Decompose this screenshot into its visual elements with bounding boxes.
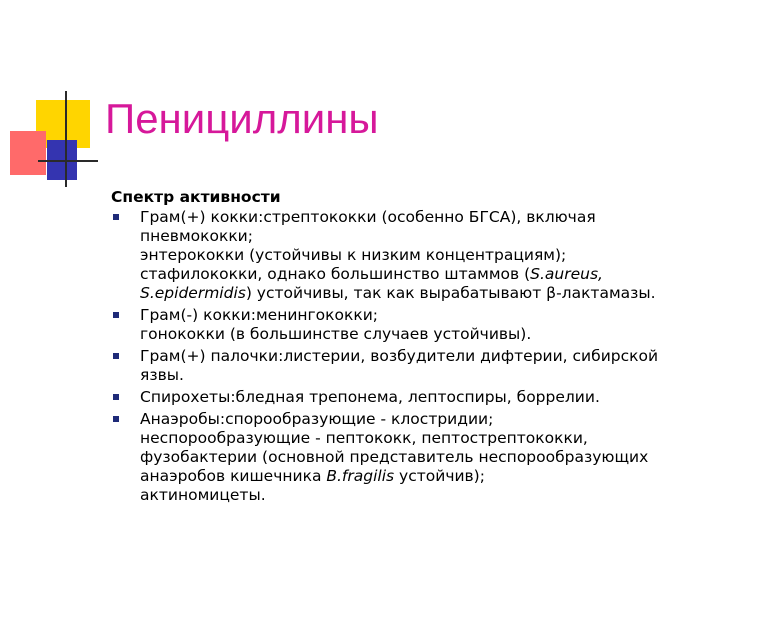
bullet-line — [140, 388, 751, 407]
decorative-logo — [0, 0, 120, 200]
bullet-list — [111, 208, 751, 505]
bullet-text: пневмококки; — [140, 227, 253, 245]
bullet-text: Спирохеты:бледная трепонема, лептоспиры, боррелии. — [140, 388, 600, 406]
bullet-line — [140, 467, 751, 486]
bullet-text: Грам(-) кокки:менингококки; — [140, 306, 379, 324]
slide-title: Пенициллины — [105, 95, 379, 142]
square-bullet-icon — [113, 394, 119, 400]
horizontal-line-shape — [38, 160, 98, 162]
bullet-item — [111, 388, 751, 407]
bullet-text: неспорообразующие - пептококк, пептострептококки, — [140, 429, 588, 447]
bullet-line — [140, 410, 751, 429]
bullet-item — [111, 410, 751, 505]
bullet-line — [140, 227, 751, 246]
bullet-text: Грам(+) кокки:стрептококки (особенно БГСА), включая — [140, 208, 596, 226]
bullet-item — [111, 208, 751, 303]
bullet-line — [140, 325, 751, 344]
species-name-italic: S.epidermidis — [140, 284, 246, 302]
bullet-text: Анаэробы:спорообразующие - клостридии; — [140, 410, 494, 428]
red-square-shape — [10, 131, 46, 175]
vertical-line-shape — [65, 91, 67, 187]
species-name-italic: B.fragilis — [326, 467, 395, 485]
bullet-text: язвы. — [140, 366, 184, 384]
bullet-line — [140, 347, 751, 366]
bullet-text: анаэробов кишечника — [140, 467, 327, 485]
bullet-text: ) устойчивы, так как вырабатывают β-лактамазы. — [245, 284, 656, 302]
section-heading: Спектр активности — [111, 188, 281, 206]
square-bullet-icon — [113, 312, 119, 318]
species-name-italic: S.aureus, — [530, 265, 603, 283]
bullet-line — [140, 429, 751, 448]
bullet-line — [140, 306, 751, 325]
bullet-text: гонококки (в большинстве случаев устойчивы). — [140, 325, 532, 343]
bullet-item — [111, 347, 751, 385]
bullet-line — [140, 265, 751, 284]
square-bullet-icon — [113, 416, 119, 422]
bullet-line — [140, 486, 751, 505]
bullet-text: стафилококки, однако большинство штаммов ( — [140, 265, 531, 283]
bullet-item — [111, 306, 751, 344]
bullet-line — [140, 284, 751, 303]
bullet-text: актиномицеты. — [140, 486, 266, 504]
square-bullet-icon — [113, 214, 119, 220]
bullet-text: устойчив); — [394, 467, 485, 485]
bullet-text: энтерококки (устойчивы к низким концентрациям); — [140, 246, 567, 264]
bullet-line — [140, 448, 751, 467]
bullet-line — [140, 208, 751, 227]
slide-body — [111, 188, 751, 508]
bullet-text: Грам(+) палочки:листерии, возбудители дифтерии, сибирской — [140, 347, 659, 365]
square-bullet-icon — [113, 353, 119, 359]
bullet-line — [140, 246, 751, 265]
bullet-line — [140, 366, 751, 385]
bullet-text: фузобактерии (основной представитель неспорообразующих — [140, 448, 649, 466]
